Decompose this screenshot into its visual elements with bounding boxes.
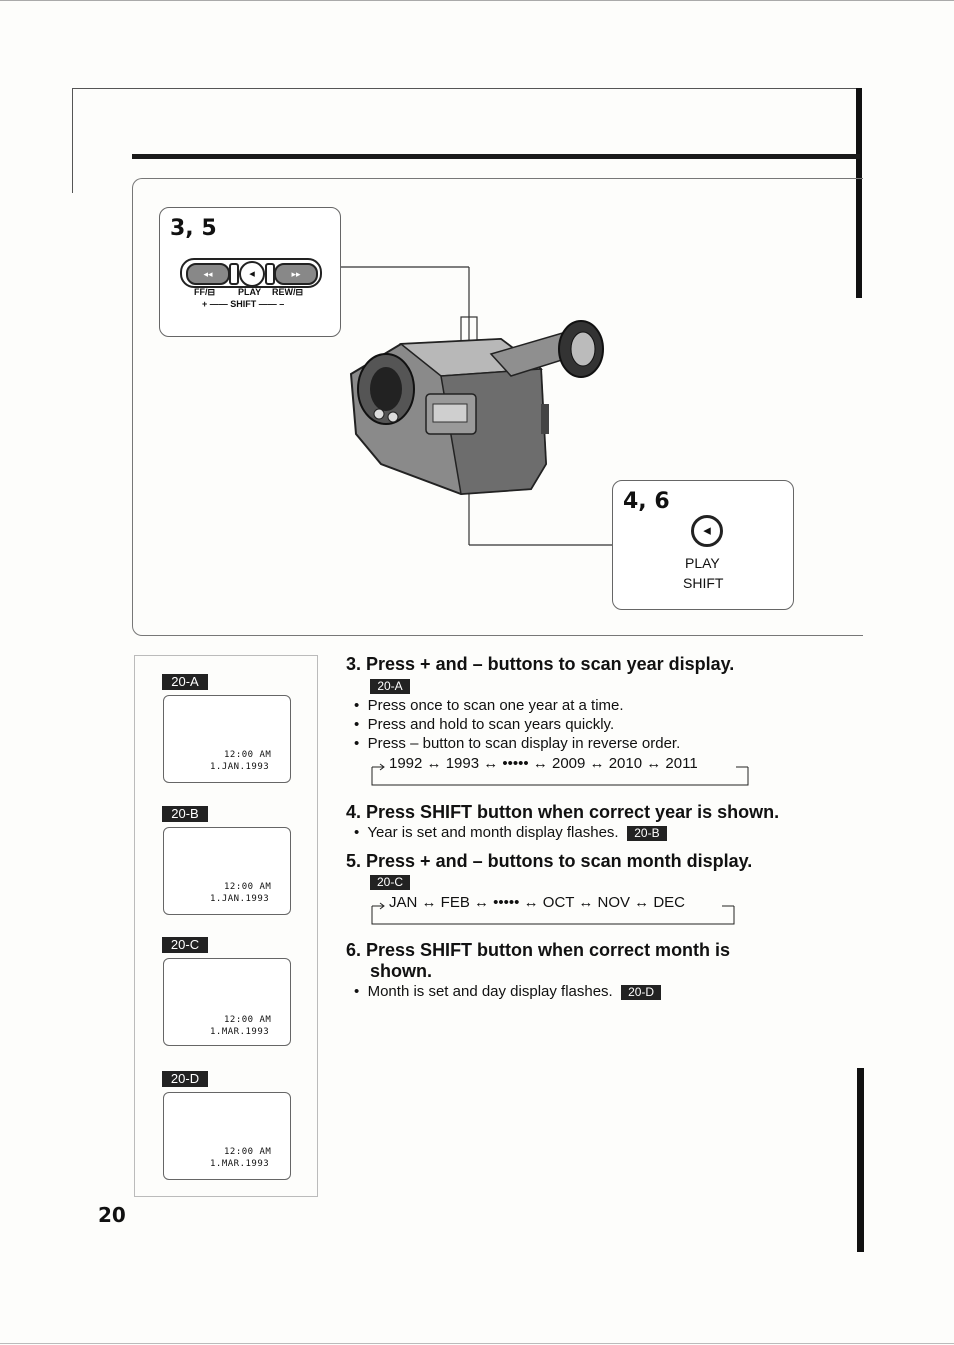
panel-tag-20-c: 20-C [162, 937, 208, 953]
month-sequence: JAN ↔ FEB ↔ ••••• ↔ OCT ↔ NOV ↔ DEC [389, 894, 686, 911]
step-label-3-5: 3, 5 [170, 216, 217, 241]
step-3-title: 3. Press + and – buttons to scan year display. [346, 654, 735, 674]
display-screen-20-a [163, 695, 291, 783]
step-5-figure-ref: 20-C [370, 874, 410, 892]
step-3-figure-ref: 20-A [370, 678, 410, 696]
year-sequence: 1992 ↔ 1993 ↔ ••••• ↔ 2009 ↔ 2010 ↔ 2011 [389, 755, 698, 772]
ff-button[interactable] [186, 263, 230, 285]
step-3-bullet-1: • Press once to scan one year at a time. [354, 697, 624, 714]
binding-mark-bottom [857, 1068, 864, 1252]
callout-box-steps-4-6 [612, 480, 794, 610]
play-icon: ◂ [249, 268, 255, 280]
panel-tag-20-b: 20-B [162, 806, 208, 822]
shift-label: + —— SHIFT —— – [202, 299, 285, 309]
panel-tag-20-d: 20-D [162, 1071, 208, 1087]
page-frame-left [72, 88, 73, 193]
step-3-bullet-2: • Press and hold to scan years quickly. [354, 716, 615, 733]
step-4-bullet: • Year is set and month display flashes. 20-B [354, 824, 667, 841]
display-date: 1.MAR.1993 [210, 1159, 270, 1169]
bottom-edge-line [0, 1343, 954, 1344]
camcorder-illustration [341, 314, 611, 499]
display-screen-20-d [163, 1092, 291, 1180]
display-screen-20-b [163, 827, 291, 915]
display-time: 12:00 AM [224, 882, 272, 892]
rew-label: REW/⊟ [272, 287, 304, 297]
callout-box-steps-3-5 [159, 207, 341, 337]
display-time: 12:00 AM [224, 1147, 272, 1157]
display-date: 1.JAN.1993 [210, 762, 270, 772]
panel-tag-20-a: 20-A [162, 674, 208, 690]
divider-left [229, 263, 239, 285]
step-4-title: 4. Press SHIFT button when correct year is shown. [346, 802, 780, 822]
display-time: 12:00 AM [224, 750, 272, 760]
step-6-title-line2: shown. [370, 961, 432, 981]
section-rule [132, 154, 860, 159]
button-strip [180, 258, 322, 288]
fast-forward-icon: ▸▸ [291, 269, 301, 279]
page-number: 20 [98, 1203, 126, 1227]
ff-label: FF/⊟ [194, 287, 216, 297]
page-frame-top [72, 88, 860, 89]
play-button[interactable] [239, 261, 265, 287]
step-3-bullet-3: • Press – button to scan display in reverse order. [354, 735, 681, 752]
step-label-4-6: 4, 6 [623, 489, 670, 514]
camcorder-diagram [132, 178, 863, 636]
play-text: PLAY [685, 555, 720, 571]
display-date: 1.JAN.1993 [210, 894, 270, 904]
step-6-title-line1: 6. Press SHIFT button when correct month is [346, 940, 731, 960]
year-sequence-loop [370, 755, 750, 786]
play-icon: ◂ [703, 522, 711, 539]
display-screen-20-c [163, 958, 291, 1046]
play-shift-button[interactable] [691, 515, 723, 547]
step-5-title: 5. Press + and – buttons to scan month display. [346, 851, 753, 871]
shift-text: SHIFT [683, 575, 724, 591]
play-label: PLAY [238, 287, 262, 297]
rew-button[interactable] [274, 263, 318, 285]
rewind-icon: ◂◂ [203, 269, 213, 279]
display-time: 12:00 AM [224, 1015, 272, 1025]
display-date: 1.MAR.1993 [210, 1027, 270, 1037]
step-6-bullet: • Month is set and day display flashes. 20-D [354, 983, 661, 1000]
month-sequence-loop [370, 894, 736, 925]
top-edge-line [0, 0, 954, 1]
